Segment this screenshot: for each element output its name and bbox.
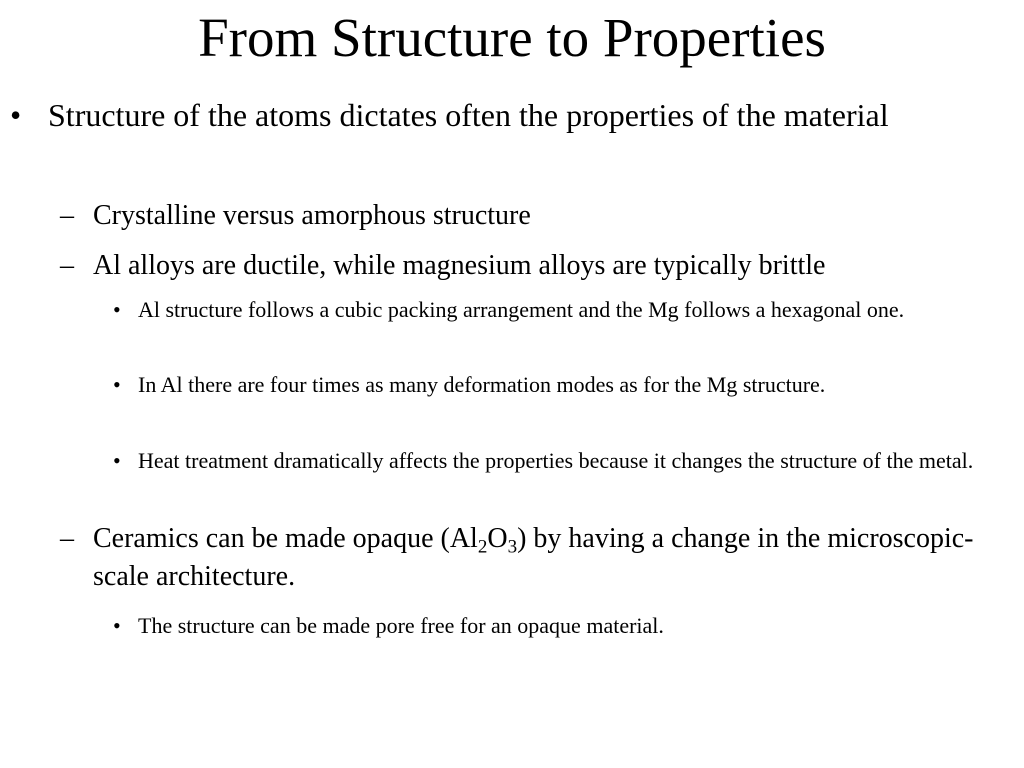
- subsubbullet-heat-treatment: [113, 443, 993, 478]
- bullet-structure-dictates-properties: [10, 94, 1000, 136]
- dash-marker: –: [60, 523, 74, 554]
- slide-title: From Structure to Properties: [198, 7, 826, 68]
- bullet-marker: •: [113, 372, 121, 397]
- subsubbullet-text: The structure can be made pore free for an opaque material.: [138, 613, 664, 638]
- bullet-marker: •: [10, 97, 22, 133]
- subsubbullet-pore-free: [113, 608, 993, 643]
- subsubbullet-cubic-packing: [113, 292, 993, 327]
- dash-marker: –: [60, 250, 74, 281]
- subsubbullet-deformation-modes: [113, 367, 993, 402]
- subbullet-ceramics: [60, 520, 1005, 596]
- subscript-2: 2: [477, 536, 488, 558]
- subbullet-text: Crystalline versus amorphous structure: [93, 200, 531, 231]
- bullet-marker: •: [113, 448, 121, 473]
- subbullet-text: [93, 520, 1005, 596]
- ceramics-text-after: ) by having a change in the microscopic-scale architecture.: [93, 523, 974, 592]
- subsubbullet-text: In Al there are four times as many deformation modes as for the Mg structure.: [138, 372, 826, 397]
- subsubbullet-text: Heat treatment dramatically affects the properties because it changes the structure of the metal.: [138, 448, 974, 473]
- subbullet-al-alloys: [60, 247, 1005, 285]
- ceramics-text-before: Ceramics can be made opaque (Al: [93, 523, 478, 554]
- subsubbullet-text: Al structure follows a cubic packing arrangement and the Mg follows a hexagonal one.: [138, 297, 905, 322]
- bullet-marker: •: [113, 297, 121, 322]
- ceramics-text-oxygen: O: [487, 523, 508, 554]
- dash-marker: –: [60, 200, 74, 231]
- bullet-marker: •: [113, 613, 121, 638]
- subbullet-crystalline: [60, 197, 1005, 235]
- subscript-3: 3: [507, 536, 518, 558]
- subbullet-text: Al alloys are ductile, while magnesium alloys are typically brittle: [93, 250, 826, 281]
- bullet-text: Structure of the atoms dictates often the properties of the material: [48, 97, 889, 133]
